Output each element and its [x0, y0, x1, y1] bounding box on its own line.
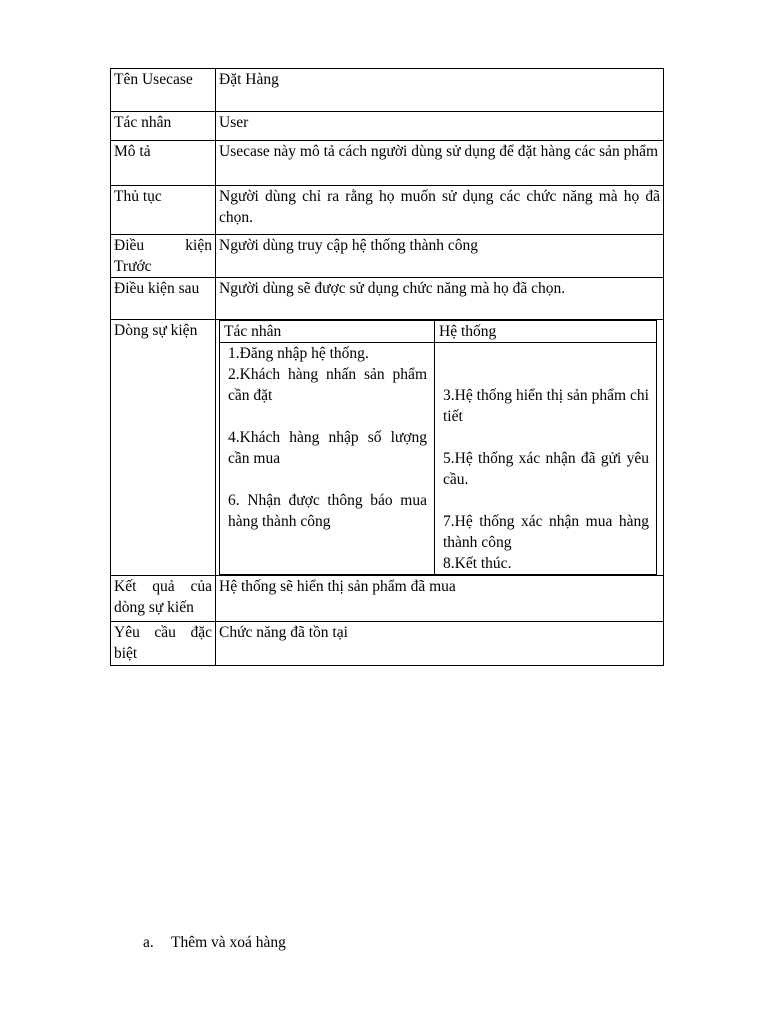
- system-step-5: 5.Hệ thống xác nhận đã gửi yêu cầu.: [443, 450, 649, 488]
- header-system: Hệ thống: [435, 321, 657, 343]
- value-description: Usecase này mô tả cách người dùng sử dụng để đặt hàng các sản phẩm: [216, 141, 664, 186]
- value-usecase-name: Đặt Hàng: [216, 69, 664, 112]
- list-item: [143, 932, 286, 953]
- label-postcondition: Điều kiện sau: [111, 278, 216, 320]
- event-flow-cell: [216, 320, 664, 576]
- row-postcondition: [111, 278, 664, 320]
- event-flow-table: [219, 320, 657, 575]
- value-precondition: Người dùng truy cập hệ thống thành công: [216, 235, 664, 278]
- row-description: [111, 141, 664, 186]
- actor-step-6: 6. Nhận được thông báo mua hàng thành công: [228, 492, 427, 530]
- label-actor: Tác nhân: [111, 112, 216, 141]
- actor-step-1: 1.Đăng nhập hệ thống.: [228, 345, 369, 362]
- row-result: [111, 576, 664, 622]
- value-special-requirements: Chức năng đã tồn tại: [216, 622, 664, 666]
- actor-step-4: 4.Khách hàng nhập số lượng cần mua: [228, 429, 427, 467]
- label-result: Kết quả của dòng sự kiến: [111, 576, 216, 622]
- label-usecase-name: Tên Usecase: [111, 69, 216, 112]
- row-actor: [111, 112, 664, 141]
- label-procedure: Thủ tục: [111, 186, 216, 235]
- header-actor: Tác nhân: [220, 321, 435, 343]
- row-procedure: [111, 186, 664, 235]
- label-event-flow: Dòng sự kiện: [111, 320, 216, 576]
- label-special-requirements: Yêu cầu đặc biệt: [111, 622, 216, 666]
- label-description: Mô tả: [111, 141, 216, 186]
- actor-step-2: 2.Khách hàng nhấn sản phẩm cần đặt: [228, 366, 427, 404]
- row-event-flow: [111, 320, 664, 576]
- label-precondition: Điều kiện Trước: [111, 235, 216, 278]
- value-result: Hệ thống sẽ hiển thị sản phẩm đã mua: [216, 576, 664, 622]
- value-postcondition: Người dùng sẽ được sử dụng chức năng mà họ đã chọn.: [216, 278, 664, 320]
- system-step-8: 8.Kết thúc.: [443, 555, 512, 572]
- event-flow-header-row: [220, 321, 657, 343]
- value-actor: User: [216, 112, 664, 141]
- usecase-table: [110, 68, 664, 666]
- system-step-3: 3.Hệ thống hiển thị sản phẩm chi tiết: [443, 387, 649, 425]
- value-procedure: Người dùng chỉ ra rằng họ muốn sử dụng các chức năng mà họ đã chọn.: [216, 186, 664, 235]
- system-steps-cell: [435, 343, 657, 575]
- event-flow-body-row: [220, 343, 657, 575]
- row-special-requirements: [111, 622, 664, 666]
- row-precondition: [111, 235, 664, 278]
- list-item-text: Thêm và xoá hàng: [171, 934, 286, 951]
- actor-steps-cell: [220, 343, 435, 575]
- system-step-7: 7.Hệ thống xác nhận mua hàng thành công: [443, 513, 649, 551]
- row-usecase-name: [111, 69, 664, 112]
- list-marker: a.: [143, 934, 154, 951]
